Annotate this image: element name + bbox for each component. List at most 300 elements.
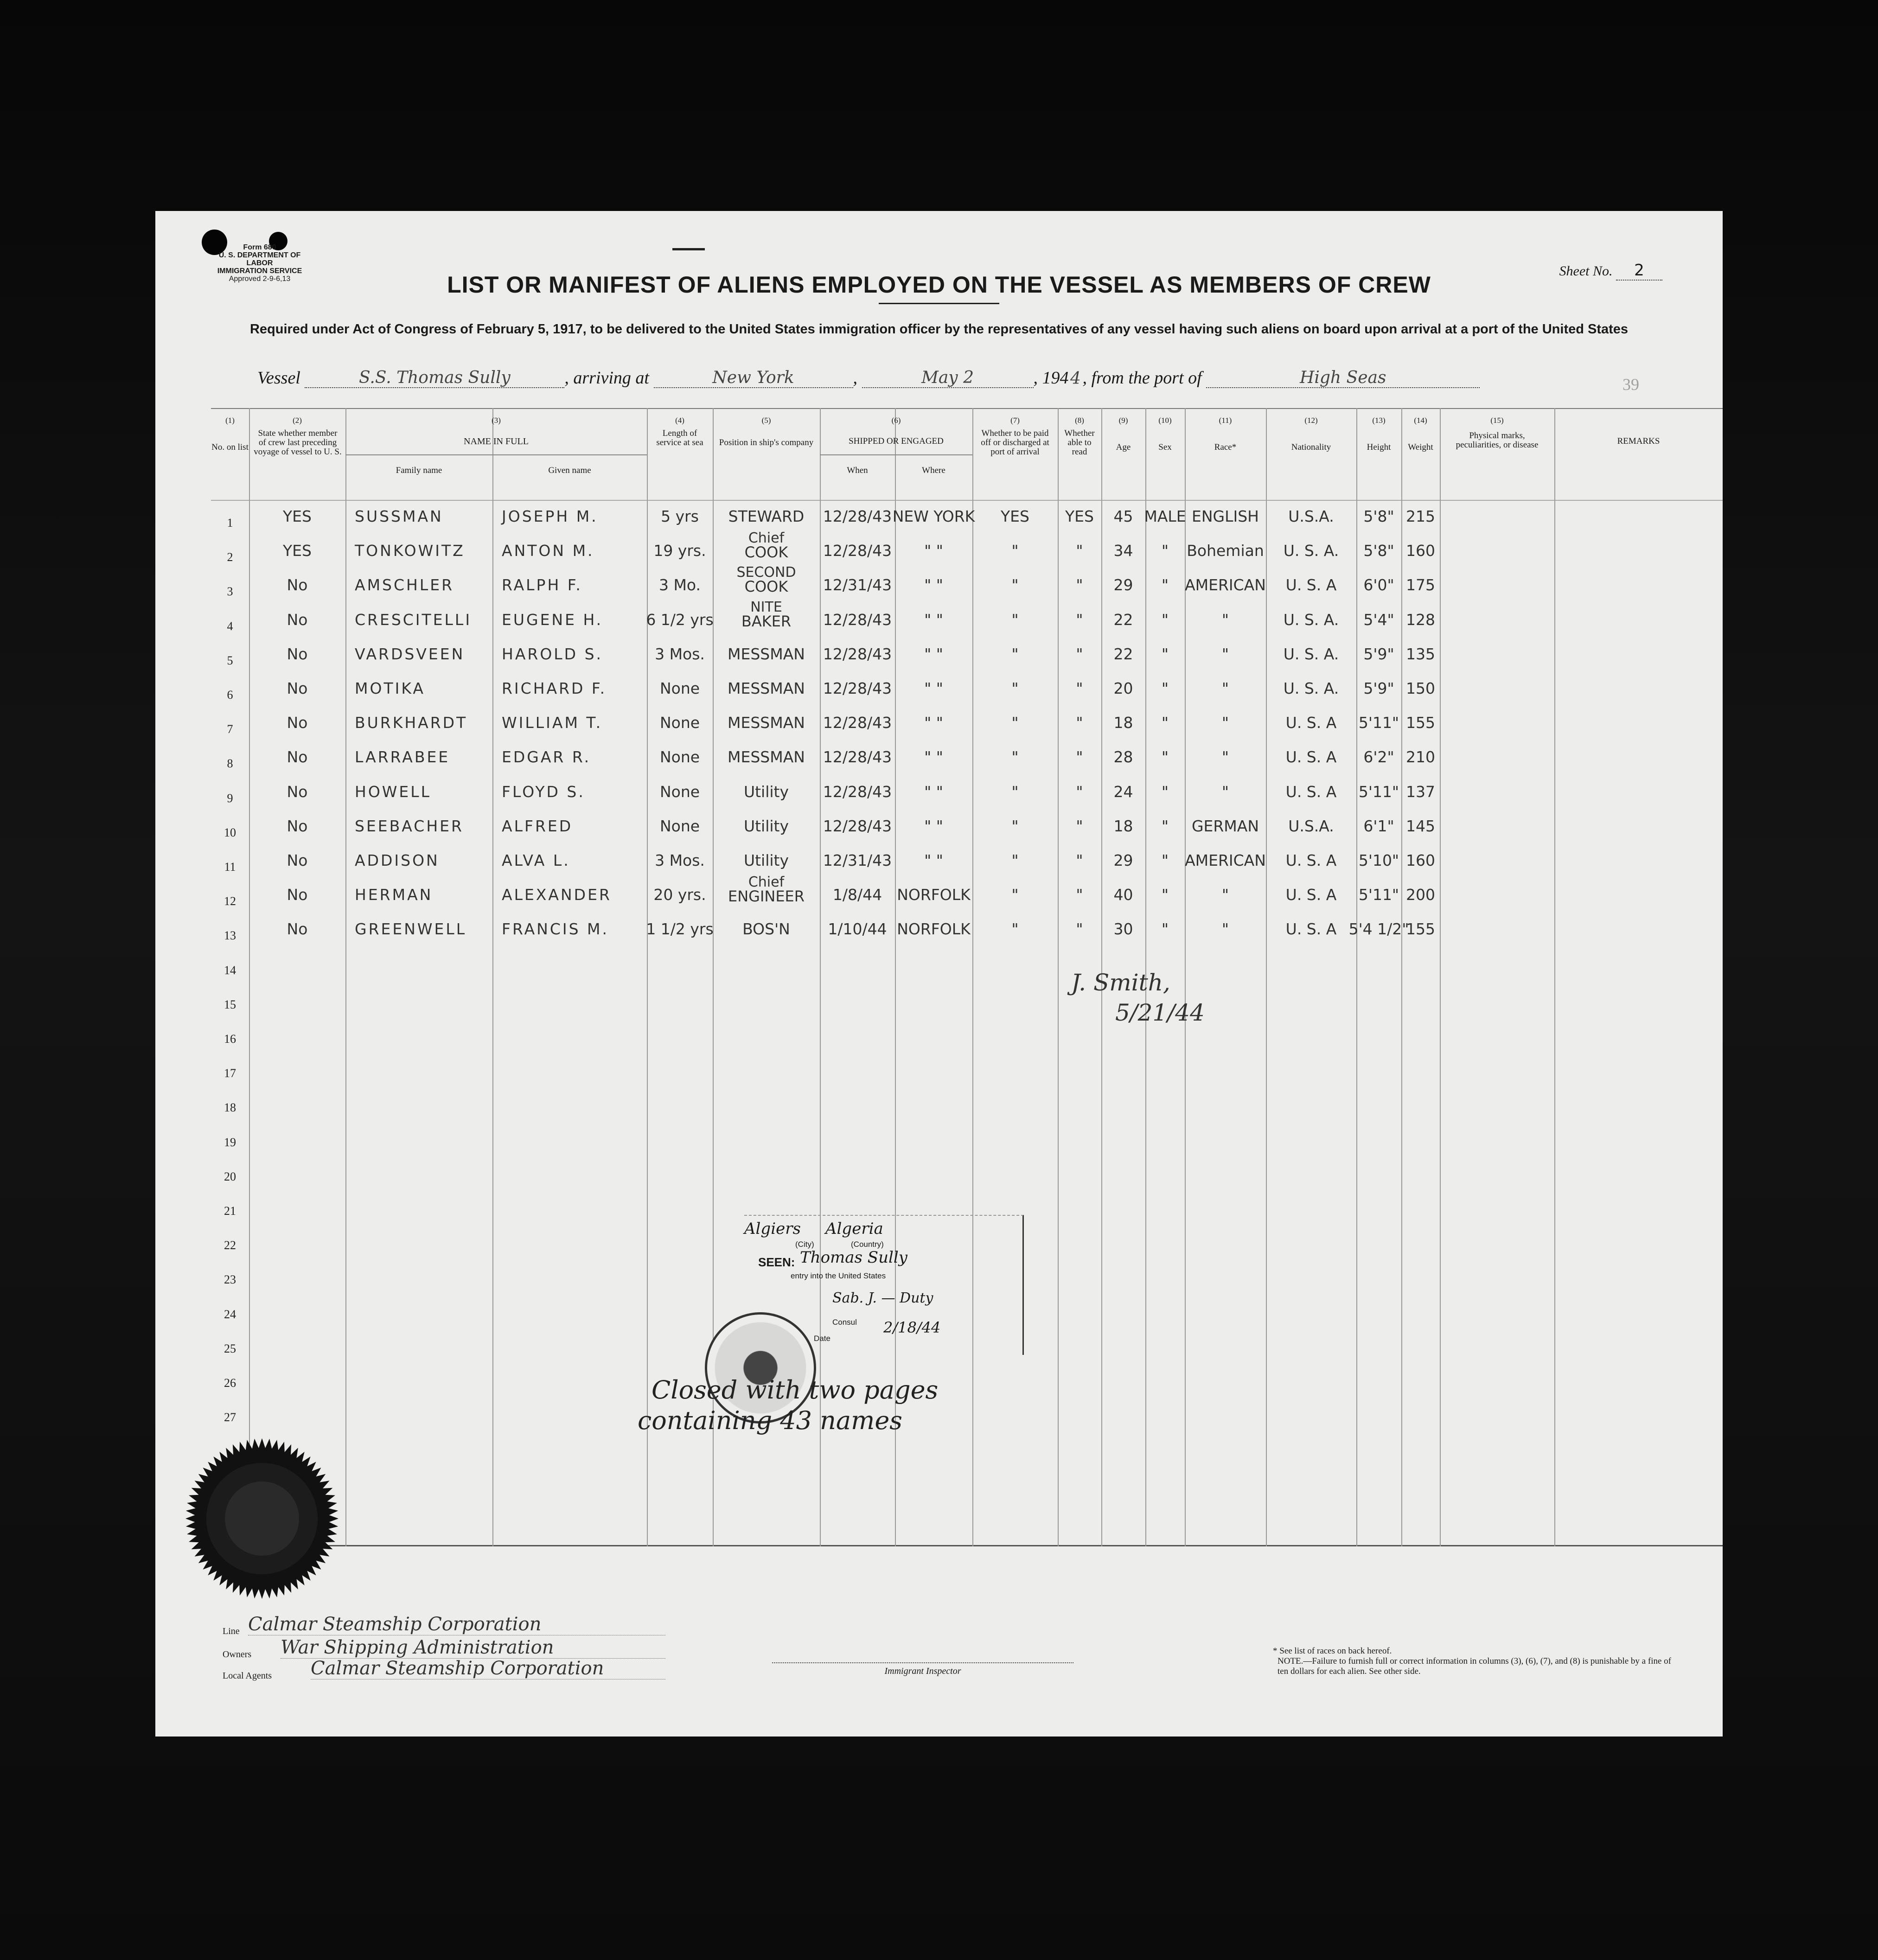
- sex-cell: ": [1161, 610, 1169, 629]
- col-num-3: (3): [492, 416, 501, 425]
- weight-cell: 155: [1406, 714, 1435, 732]
- position-prefix: NITE: [750, 599, 782, 615]
- family-name-cell: ADDISON: [355, 851, 440, 869]
- weight-cell: 175: [1406, 576, 1435, 594]
- age-cell: 45: [1113, 507, 1133, 525]
- row-number: 11: [224, 860, 236, 874]
- able-to-read-cell: ": [1076, 610, 1083, 629]
- sex-cell: ": [1161, 782, 1169, 801]
- year-fill: 4: [1070, 369, 1081, 388]
- member-prev-cell: No: [287, 886, 308, 904]
- header-when: When: [847, 466, 868, 475]
- header-remarks: REMARKS: [1617, 436, 1660, 446]
- age-cell: 30: [1113, 920, 1133, 939]
- service-length-cell: 5 yrs: [661, 507, 699, 525]
- stamp-entry-label: entry into the United States: [791, 1271, 886, 1280]
- given-name-cell: RICHARD F.: [502, 679, 607, 697]
- service-length-cell: 19 yrs.: [653, 542, 706, 560]
- arriving-port: New York: [654, 368, 853, 388]
- stamp-signature: Sab. J. — Duty: [832, 1290, 933, 1306]
- service-length-cell: 3 Mo.: [658, 576, 701, 594]
- weight-cell: 155: [1406, 920, 1435, 939]
- service-length-cell: None: [659, 817, 700, 835]
- weight-cell: 150: [1406, 679, 1435, 697]
- family-name-cell: SEEBACHER: [355, 817, 464, 835]
- able-to-read-cell: YES: [1065, 507, 1094, 525]
- shipped-when-cell: 12/28/43: [823, 748, 892, 766]
- col-num-5: (5): [761, 416, 771, 425]
- closing-note-line-1: Closed with two pages: [652, 1375, 939, 1405]
- sex-cell: ": [1161, 542, 1169, 560]
- able-to-read-cell: ": [1076, 851, 1083, 869]
- row-number: 22: [224, 1239, 236, 1252]
- col-num-8: (8): [1075, 416, 1084, 425]
- notary-seal: [185, 1435, 339, 1602]
- height-cell: 5'8": [1363, 507, 1394, 525]
- family-name-cell: AMSCHLER: [355, 576, 454, 594]
- nationality-cell: U. S. A.: [1283, 610, 1339, 629]
- shipped-where-cell: " ": [924, 645, 943, 663]
- position-cell: Utility: [743, 782, 789, 801]
- nationality-cell: U. S. A.: [1283, 679, 1339, 697]
- nationality-cell: U. S. A.: [1283, 645, 1339, 663]
- nationality-cell: U. S. A: [1285, 851, 1337, 869]
- vessel-line: Vessel S.S. Thomas Sully , arriving at New York , May 2 , 1944, from the port of High Seas: [257, 368, 1480, 388]
- height-cell: 5'11": [1358, 782, 1399, 801]
- weight-cell: 160: [1406, 851, 1435, 869]
- able-to-read-cell: ": [1076, 542, 1083, 560]
- service-length-cell: 3 Mos.: [655, 645, 705, 663]
- line-value: Calmar Steamship Corporation: [248, 1614, 665, 1635]
- row-number: 27: [224, 1411, 236, 1424]
- service: IMMIGRATION SERVICE: [217, 267, 302, 275]
- race-cell: ": [1221, 610, 1229, 629]
- race-cell: ": [1221, 920, 1229, 939]
- crew-row: [211, 907, 1723, 941]
- race-cell: ": [1221, 782, 1229, 801]
- from-port-label: , from the port of: [1082, 368, 1202, 388]
- able-to-read-cell: ": [1076, 714, 1083, 732]
- shipped-when-cell: 12/28/43: [823, 610, 892, 629]
- header-sex: Sex: [1158, 442, 1172, 452]
- crew-row: [211, 562, 1723, 597]
- crew-table: [211, 408, 1723, 1546]
- header-able-to-read: Whether able to read: [1064, 428, 1095, 457]
- position-cell: [713, 562, 820, 597]
- able-to-read-cell: ": [1076, 645, 1083, 663]
- header-shipped: SHIPPED OR ENGAGED: [849, 436, 944, 446]
- shipped-when-cell: 1/10/44: [828, 920, 887, 939]
- sex-cell: ": [1161, 679, 1169, 697]
- table-top-rule: [211, 408, 1723, 409]
- footnote: [1259, 1646, 1676, 1677]
- race-cell: Bohemian: [1187, 542, 1264, 560]
- header-family-name: Family name: [396, 466, 442, 475]
- row-number: 1: [227, 516, 233, 530]
- row-number: 9: [227, 791, 233, 805]
- shipped-when-cell: 12/28/43: [823, 507, 892, 525]
- shipped-where-cell: " ": [924, 576, 943, 594]
- shipped-when-cell: 12/28/43: [823, 817, 892, 835]
- header-no-on-list: No. on list: [211, 442, 249, 452]
- row-number: 24: [224, 1307, 236, 1321]
- crew-row: [211, 528, 1723, 562]
- position-cell: MESSMAN: [728, 645, 805, 663]
- row-number: 3: [227, 585, 233, 599]
- position-cell: MESSMAN: [728, 748, 805, 766]
- given-name-cell: FLOYD S.: [502, 782, 585, 801]
- agents-value: Calmar Steamship Corporation: [311, 1658, 665, 1679]
- position-title: BAKER: [741, 612, 792, 630]
- sex-cell: ": [1161, 576, 1169, 594]
- paid-off-cell: ": [1011, 610, 1019, 629]
- service-length-cell: None: [659, 748, 700, 766]
- weight-cell: 210: [1406, 748, 1435, 766]
- member-prev-cell: No: [287, 610, 308, 629]
- col-num-11: (11): [1219, 416, 1232, 425]
- weight-cell: 215: [1406, 507, 1435, 525]
- given-name-cell: FRANCIS M.: [502, 920, 609, 939]
- member-prev-cell: No: [287, 576, 308, 594]
- nationality-cell: U.S.A.: [1288, 507, 1334, 525]
- member-prev-cell: No: [287, 920, 308, 939]
- member-prev-cell: No: [287, 817, 308, 835]
- stamp-seen-vessel: Thomas Sully: [800, 1248, 907, 1267]
- row-number: 21: [224, 1204, 236, 1218]
- row-number: 16: [224, 1032, 236, 1046]
- row-number: 10: [224, 825, 236, 839]
- age-cell: 18: [1113, 714, 1133, 732]
- sex-cell: ": [1161, 920, 1169, 939]
- weight-cell: 128: [1406, 610, 1435, 629]
- able-to-read-cell: ": [1076, 817, 1083, 835]
- agents-label: Local Agents: [223, 1671, 272, 1681]
- sex-cell: MALE: [1144, 507, 1186, 525]
- manifest-sheet: [155, 211, 1723, 1737]
- stamp-city-label: (City): [795, 1240, 814, 1249]
- crew-row: [211, 597, 1723, 632]
- page-number: 39: [1622, 375, 1639, 394]
- nationality-cell: U. S. A: [1285, 576, 1337, 594]
- sex-cell: ": [1161, 645, 1169, 663]
- col-num-13: (13): [1372, 416, 1386, 425]
- stamp-consul-label: Consul: [832, 1318, 857, 1327]
- position-cell: [713, 872, 820, 907]
- able-to-read-cell: ": [1076, 679, 1083, 697]
- given-name-cell: ALVA L.: [502, 851, 570, 869]
- shipped-where-cell: " ": [924, 782, 943, 801]
- stamp-country: Algeria: [825, 1219, 883, 1238]
- able-to-read-cell: ": [1076, 782, 1083, 801]
- col-num-2: (2): [293, 416, 302, 425]
- stamp-country-label: (Country): [851, 1240, 884, 1249]
- row-number: 8: [227, 757, 233, 771]
- nationality-cell: U. S. A: [1285, 920, 1337, 939]
- header-paid-off: Whether to be paid off or discharged at port of arrival: [981, 428, 1049, 457]
- able-to-read-cell: ": [1076, 920, 1083, 939]
- weight-cell: 160: [1406, 542, 1435, 560]
- age-cell: 24: [1113, 782, 1133, 801]
- service-length-cell: 6 1/2 yrs: [646, 610, 714, 629]
- race-cell: ": [1221, 886, 1229, 904]
- crew-row: [211, 494, 1723, 528]
- height-cell: 5'9": [1363, 679, 1394, 697]
- approved: Approved 2-9-6,13: [229, 275, 291, 283]
- member-prev-cell: YES: [283, 542, 312, 560]
- member-prev-cell: No: [287, 851, 308, 869]
- shipped-where-cell: " ": [924, 679, 943, 697]
- paid-off-cell: ": [1011, 817, 1019, 835]
- shipped-when-cell: 1/8/44: [832, 886, 882, 904]
- row-number: 25: [224, 1341, 236, 1355]
- header-physical-marks: Physical marks, peculiarities, or disease: [1456, 431, 1539, 450]
- race-cell: ": [1221, 679, 1229, 697]
- crew-row: [211, 700, 1723, 734]
- row-number: 19: [224, 1135, 236, 1149]
- row-number: 12: [224, 894, 236, 908]
- given-name-cell: ALFRED: [502, 817, 573, 835]
- header-race: Race*: [1214, 442, 1237, 452]
- header-weight: Weight: [1408, 442, 1433, 452]
- family-name-cell: GREENWELL: [355, 920, 467, 939]
- document-subtitle: Required under Act of Congress of February 5, 1917, to be delivered to the United States immigration officer by the representatives of any vessel having such aliens on board upon arrival at a port of the United States: [249, 322, 1629, 337]
- immigrant-inspector-line: Immigrant Inspector: [772, 1662, 1073, 1677]
- family-name-cell: VARDSVEEN: [355, 645, 465, 663]
- paid-off-cell: ": [1011, 645, 1019, 663]
- able-to-read-cell: ": [1076, 886, 1083, 904]
- stamp-date: 2/18/44: [883, 1319, 941, 1336]
- crew-row: [211, 632, 1723, 666]
- owners-label: Owners: [223, 1649, 252, 1660]
- shipped-when-cell: 12/28/43: [823, 542, 892, 560]
- age-cell: 29: [1113, 851, 1133, 869]
- inspector-date: 5/21/44: [1115, 999, 1205, 1026]
- shipped-where-cell: NEW YORK: [892, 507, 975, 525]
- header-age: Age: [1116, 442, 1131, 452]
- col-num-6: (6): [891, 416, 901, 425]
- member-prev-cell: No: [287, 645, 308, 663]
- shipped-when-cell: 12/28/43: [823, 645, 892, 663]
- header-height: Height: [1367, 442, 1391, 452]
- row-number: 2: [227, 550, 233, 564]
- nationality-cell: U.S.A.: [1288, 817, 1334, 835]
- shipped-when-cell: 12/28/43: [823, 679, 892, 697]
- age-cell: 40: [1113, 886, 1133, 904]
- line-label: Line: [223, 1626, 240, 1636]
- header-name-in-full: NAME IN FULL: [464, 436, 529, 447]
- shipped-group-rule: [820, 454, 972, 455]
- family-name-cell: HOWELL: [355, 782, 432, 801]
- shipped-when-cell: 12/31/43: [823, 576, 892, 594]
- paid-off-cell: ": [1011, 782, 1019, 801]
- position-prefix: Chief: [748, 874, 785, 891]
- arrival-date: May 2: [862, 368, 1034, 388]
- header-length-service: Length of service at sea: [656, 428, 703, 447]
- position-title: COOK: [744, 543, 788, 562]
- service-length-cell: 3 Mos.: [655, 851, 705, 869]
- document-title: LIST OR MANIFEST OF ALIENS EMPLOYED ON THE VESSEL AS MEMBERS OF CREW: [447, 272, 1431, 298]
- position-prefix: Chief: [748, 530, 785, 547]
- owners-value: War Shipping Administration: [281, 1637, 665, 1659]
- crew-row: [211, 769, 1723, 804]
- title-underline: [879, 303, 999, 304]
- sex-cell: ": [1161, 851, 1169, 869]
- year-label: , 194: [1033, 368, 1069, 388]
- age-cell: 20: [1113, 679, 1133, 697]
- col-num-14: (14): [1414, 416, 1427, 425]
- vessel-name: S.S. Thomas Sully: [305, 368, 564, 388]
- name-group-rule: [345, 454, 647, 455]
- col-num-12: (12): [1304, 416, 1318, 425]
- header-dash: [672, 248, 705, 250]
- member-prev-cell: No: [287, 679, 308, 697]
- row-number: 20: [224, 1169, 236, 1183]
- col-num-10: (10): [1158, 416, 1172, 425]
- footnote-races: * See list of races on back hereof.: [1273, 1646, 1392, 1656]
- sex-cell: ": [1161, 748, 1169, 766]
- given-name-cell: RALPH F.: [502, 576, 582, 594]
- row-number: 7: [227, 722, 233, 736]
- race-cell: GERMAN: [1191, 817, 1259, 835]
- position-title: COOK: [744, 578, 788, 596]
- given-name-cell: ANTON M.: [502, 542, 594, 560]
- sex-cell: ": [1161, 817, 1169, 835]
- nationality-cell: U. S. A.: [1283, 542, 1339, 560]
- height-cell: 5'11": [1358, 886, 1399, 904]
- able-to-read-cell: ": [1076, 748, 1083, 766]
- crew-row: [211, 872, 1723, 907]
- family-name-cell: MOTIKA: [355, 679, 425, 697]
- paid-off-cell: YES: [1001, 507, 1029, 525]
- sex-cell: ": [1161, 886, 1169, 904]
- able-to-read-cell: ": [1076, 576, 1083, 594]
- position-cell: STEWARD: [728, 507, 805, 525]
- race-cell: ": [1221, 748, 1229, 766]
- shipped-where-cell: NORFOLK: [897, 886, 971, 904]
- crew-row: [211, 804, 1723, 838]
- age-cell: 28: [1113, 748, 1133, 766]
- race-cell: ENGLISH: [1192, 507, 1259, 525]
- shipped-where-cell: " ": [924, 542, 943, 560]
- paid-off-cell: ": [1011, 542, 1019, 560]
- from-port: High Seas: [1206, 368, 1480, 388]
- nationality-cell: U. S. A: [1285, 714, 1337, 732]
- paid-off-cell: ": [1011, 748, 1019, 766]
- paid-off-cell: ": [1011, 679, 1019, 697]
- family-name-cell: SUSSMAN: [355, 507, 443, 525]
- footnote-penalty: NOTE.—Failure to furnish full or correct information in columns (3), (6), (7), and (8) is punishable by a fine of ten dollars for each alien. See other side.: [1278, 1656, 1671, 1676]
- height-cell: 6'2": [1363, 748, 1394, 766]
- paid-off-cell: ": [1011, 851, 1019, 869]
- sex-cell: ": [1161, 714, 1169, 732]
- table-bottom-rule: [211, 1545, 1723, 1546]
- col-num-9: (9): [1118, 416, 1128, 425]
- race-cell: AMERICAN: [1185, 851, 1266, 869]
- shipped-where-cell: " ": [924, 610, 943, 629]
- height-cell: 5'4": [1363, 610, 1394, 629]
- member-prev-cell: No: [287, 748, 308, 766]
- shipped-where-cell: " ": [924, 714, 943, 732]
- header-given-name: Given name: [548, 466, 591, 475]
- service-length-cell: None: [659, 714, 700, 732]
- position-cell: [713, 597, 820, 632]
- sheet-number-value: 2: [1616, 261, 1662, 281]
- position-cell: [713, 528, 820, 562]
- given-name-cell: JOSEPH M.: [502, 507, 598, 525]
- age-cell: 22: [1113, 610, 1133, 629]
- position-prefix: SECOND: [736, 564, 796, 581]
- service-length-cell: None: [659, 679, 700, 697]
- nationality-cell: U. S. A: [1285, 886, 1337, 904]
- stamp-city: Algiers: [744, 1219, 801, 1238]
- row-number: 5: [227, 653, 233, 667]
- nationality-cell: U. S. A: [1285, 748, 1337, 766]
- row-number: 23: [224, 1273, 236, 1287]
- member-prev-cell: YES: [283, 507, 312, 525]
- given-name-cell: ALEXANDER: [502, 886, 612, 904]
- member-prev-cell: No: [287, 714, 308, 732]
- weight-cell: 200: [1406, 886, 1435, 904]
- header-member-prev: State whether member of crew last preceding voyage of vessel to U. S.: [254, 428, 342, 457]
- row-number: 18: [224, 1101, 236, 1115]
- given-name-cell: EDGAR R.: [502, 748, 591, 766]
- position-cell: Utility: [743, 817, 789, 835]
- race-cell: ": [1221, 645, 1229, 663]
- family-name-cell: BURKHARDT: [355, 714, 468, 732]
- form-number: Form 680: [243, 243, 276, 251]
- height-cell: 5'11": [1358, 714, 1399, 732]
- family-name-cell: TONKOWITZ: [355, 542, 465, 560]
- service-length-cell: None: [659, 782, 700, 801]
- row-number: 17: [224, 1066, 236, 1080]
- height-cell: 5'4 1/2": [1348, 920, 1409, 939]
- row-number: 6: [227, 688, 233, 702]
- height-cell: 5'9": [1363, 645, 1394, 663]
- crew-row: [211, 666, 1723, 700]
- vessel-label: Vessel: [257, 368, 300, 388]
- age-cell: 29: [1113, 576, 1133, 594]
- shipped-where-cell: " ": [924, 851, 943, 869]
- age-cell: 18: [1113, 817, 1133, 835]
- age-cell: 22: [1113, 645, 1133, 663]
- height-cell: 6'1": [1363, 817, 1394, 835]
- col-num-7: (7): [1010, 416, 1020, 425]
- service-length-cell: 20 yrs.: [653, 886, 706, 904]
- nationality-cell: U. S. A: [1285, 782, 1337, 801]
- given-name-cell: HAROLD S.: [502, 645, 603, 663]
- paid-off-cell: ": [1011, 576, 1019, 594]
- shipped-when-cell: 12/31/43: [823, 851, 892, 869]
- col-num-4: (4): [675, 416, 684, 425]
- weight-cell: 137: [1406, 782, 1435, 801]
- header-nationality: Nationality: [1291, 442, 1331, 452]
- sheet-number-label: Sheet No.: [1559, 263, 1613, 279]
- weight-cell: 135: [1406, 645, 1435, 663]
- member-prev-cell: No: [287, 782, 308, 801]
- family-name-cell: CRESCITELLI: [355, 610, 472, 629]
- paid-off-cell: ": [1011, 886, 1019, 904]
- arriving-label: , arriving at: [564, 368, 649, 388]
- height-cell: 6'0": [1363, 576, 1394, 594]
- crew-row: [211, 838, 1723, 872]
- row-number: 4: [227, 619, 233, 633]
- closing-note: [638, 1375, 938, 1436]
- inspector-initials: J. Smith,: [1071, 969, 1170, 996]
- shipped-when-cell: 12/28/43: [823, 782, 892, 801]
- crew-row: [211, 734, 1723, 769]
- paid-off-cell: ": [1011, 714, 1019, 732]
- closing-note-line-2: containing 43 names: [638, 1406, 902, 1435]
